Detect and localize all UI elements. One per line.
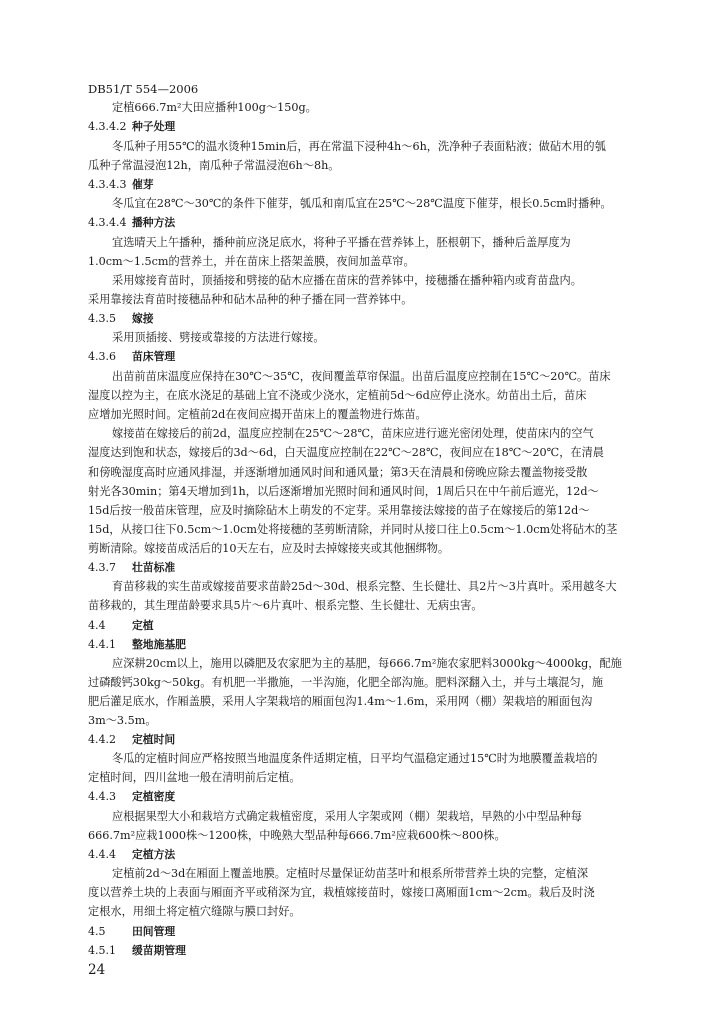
paragraph-line: 剪断清除。嫁接苗成活后的10天左右，应及时去掉嫁接夹或其他捆绑物。 xyxy=(88,542,450,555)
section-heading xyxy=(88,619,724,633)
paragraph-line: 3m～3.5m。 xyxy=(88,714,157,727)
section-heading xyxy=(88,561,724,575)
page-number: 24 xyxy=(88,962,106,978)
paragraph-line: 苗移栽的，其生理苗龄要求具5片～6片真叶、根系完整、生长健壮、无病虫害。 xyxy=(88,599,483,612)
paragraph-line: 1.0cm～1.5cm的营养土，并在苗床上搭架盖膜，夜间加盖草帘。 xyxy=(88,255,415,268)
section-heading xyxy=(88,120,724,134)
paragraph-line: 采用靠接法育苗时接穗品种和砧木品种的种子播在同一营养钵中。 xyxy=(88,293,413,306)
section-title: 壮苗标准 xyxy=(132,561,176,574)
paragraph-line: 过磷酸钙30kg～50kg。有机肥一半撒施，一半沟施，化肥全部沟施。肥料深翻入土，并与土壤混匀，施 xyxy=(88,676,604,689)
section-heading xyxy=(88,350,724,364)
paragraph-line: 出苗前苗床温度应保持在30℃～35℃，夜间覆盖草帘保温。出苗后温度应控制在15℃～20℃。苗床 xyxy=(112,370,611,383)
section-heading xyxy=(88,216,724,230)
paragraph-line: 湿度以控为主，在底水浇足的基础上宜不浇或少浇水，定植前5d～6d应停止浇水。幼苗出土后，苗床 xyxy=(88,389,587,402)
paragraph-line: 应深耕20cm以上，施用以磷肥及农家肥为主的基肥，每666.7m²施农家肥料3000kg～4000kg，配施 xyxy=(112,657,622,670)
paragraph-line: 瓜种子常温浸泡12h，南瓜种子常温浸泡6h～8h。 xyxy=(88,159,340,172)
section-heading xyxy=(88,925,724,939)
paragraph-line: 采用顶插接、劈接或靠接的方法进行嫁接。 xyxy=(112,331,325,344)
section-heading xyxy=(88,848,724,862)
section-title: 定植密度 xyxy=(132,790,176,803)
section-number: 4.4.3 xyxy=(88,790,116,803)
section-title: 整地施基肥 xyxy=(132,638,186,651)
section-title: 催芽 xyxy=(132,178,154,191)
paragraph-line: 育苗移栽的实生苗或嫁接苗要求苗龄25d～30d、根系完整、生长健壮、具2片～3片真叶。采用越冬大 xyxy=(112,580,617,593)
section-number: 4.3.5 xyxy=(88,312,116,325)
paragraph-line: 应增加光照时间。定植前2d在夜间应揭开苗床上的覆盖物进行炼苗。 xyxy=(88,408,427,421)
paragraph-line: 度以营养土块的上表面与厢面齐平或稍深为宜，栽植嫁接苗时，嫁接口离厢面1cm～2cm。栽后及时浇 xyxy=(88,886,595,899)
paragraph-line: 采用嫁接育苗时，顶插接和劈接的砧木应播在苗床的营养钵中，接穗播在播种箱内或育苗盘内。 xyxy=(112,274,582,287)
section-title: 播种方法 xyxy=(132,216,176,229)
paragraph-line: 15d，从接口往下0.5cm～1.0cm处将接穗的茎剪断清除，并同时从接口往上0.5cm～1.0cm处将砧木的茎 xyxy=(88,523,618,536)
section-title: 苗床管理 xyxy=(132,350,176,363)
section-heading xyxy=(88,790,724,804)
paragraph-line: 666.7m²应栽1000株～1200株，中晚熟大型品种每666.7m²应栽600株～800株。 xyxy=(88,829,506,842)
section-number: 4.3.4.4 xyxy=(88,216,127,229)
paragraph-line: 定植时间，四川盆地一般在清明前后定植。 xyxy=(88,771,301,784)
section-number: 4.3.6 xyxy=(88,350,116,363)
section-heading xyxy=(88,944,724,958)
paragraph-line: 冬瓜的定植时间应严格按照当地温度条件适期定植，日平均气温稳定通过15℃时为地膜覆盖栽培的 xyxy=(112,752,598,765)
section-title: 缓苗期管理 xyxy=(132,944,186,957)
section-title: 嫁接 xyxy=(132,312,154,325)
section-number: 4.4.1 xyxy=(88,638,116,651)
section-number: 4.3.7 xyxy=(88,561,116,574)
section-title: 种子处理 xyxy=(132,120,176,133)
section-title: 田间管理 xyxy=(132,925,176,938)
paragraph-line: 应根据果型大小和栽培方式确定栽植密度，采用人字架或网（棚）架栽培，早熟的小中型品种每 xyxy=(112,810,582,823)
paragraph-line: 冬瓜宜在28℃～30℃的条件下催芽，瓠瓜和南瓜宜在25℃～28℃温度下催芽，根长0.5cm时播种。 xyxy=(112,197,612,210)
section-title: 定植方法 xyxy=(132,848,176,861)
paragraph-line: 肥后灌足底水，作厢盖膜，采用人字架栽培的厢面包沟1.4m～1.6m，采用网（棚）架栽培的厢面包沟 xyxy=(88,695,593,708)
section-number: 4.5 xyxy=(88,925,106,938)
section-heading xyxy=(88,178,724,192)
document-code-header: DB51/T 554—2006 xyxy=(88,82,199,96)
section-number: 4.4.2 xyxy=(88,733,116,746)
paragraph-line: 和傍晚湿度高时应通风排湿，并逐渐增加通风时间和通风量；第3天在清晨和傍晚应除去覆盖物接受散 xyxy=(88,466,588,479)
paragraph-line: 15d后按一般苗床管理，应及时摘除砧木上萌发的不定芽。采用靠接法嫁接的苗子在嫁接后的第12d～ xyxy=(88,504,590,517)
section-title: 定植 xyxy=(132,619,154,632)
paragraph-line: 冬瓜种子用55℃的温水烫种15min后，再在常温下浸种4h～6h，洗净种子表面粘液；做砧木用的瓠 xyxy=(112,140,606,153)
section-number: 4.4 xyxy=(88,619,106,632)
paragraph-line: 湿度达到饱和状态，嫁接后的3d～6d，白天温度应控制在22℃～28℃，夜间应在18℃～20℃，在清晨 xyxy=(88,446,604,459)
paragraph-line: 射光各30min；第4天增加到1h，以后逐渐增加光照时间和通风时间，1周后只在中午前后遮光，12d～ xyxy=(88,485,599,498)
section-heading xyxy=(88,312,724,326)
section-number: 4.5.1 xyxy=(88,944,116,957)
paragraph-line: 定根水，用细土将定植穴缝隙与膜口封好。 xyxy=(88,905,301,918)
section-heading xyxy=(88,638,724,652)
paragraph-line: 宜选晴天上午播种，播种前应浇足底水，将种子平播在营养钵上，胚根朝下，播种后盖厚度为 xyxy=(112,236,571,249)
paragraph-line: 定植666.7m²大田应播种100g～150g。 xyxy=(112,101,317,114)
section-heading xyxy=(88,733,724,747)
paragraph-line: 嫁接苗在嫁接后的前2d，温度应控制在25℃～28℃，苗床应进行遮光密闭处理，使苗床内的空气 xyxy=(112,427,594,440)
section-number: 4.3.4.2 xyxy=(88,120,127,133)
paragraph-line: 定植前2d～3d在厢面上覆盖地膜。定植时尽量保证幼苗茎叶和根系所带营养土块的完整，定植深 xyxy=(112,867,589,880)
section-number: 4.3.4.3 xyxy=(88,178,127,191)
section-title: 定植时间 xyxy=(132,733,176,746)
section-number: 4.4.4 xyxy=(88,848,116,861)
